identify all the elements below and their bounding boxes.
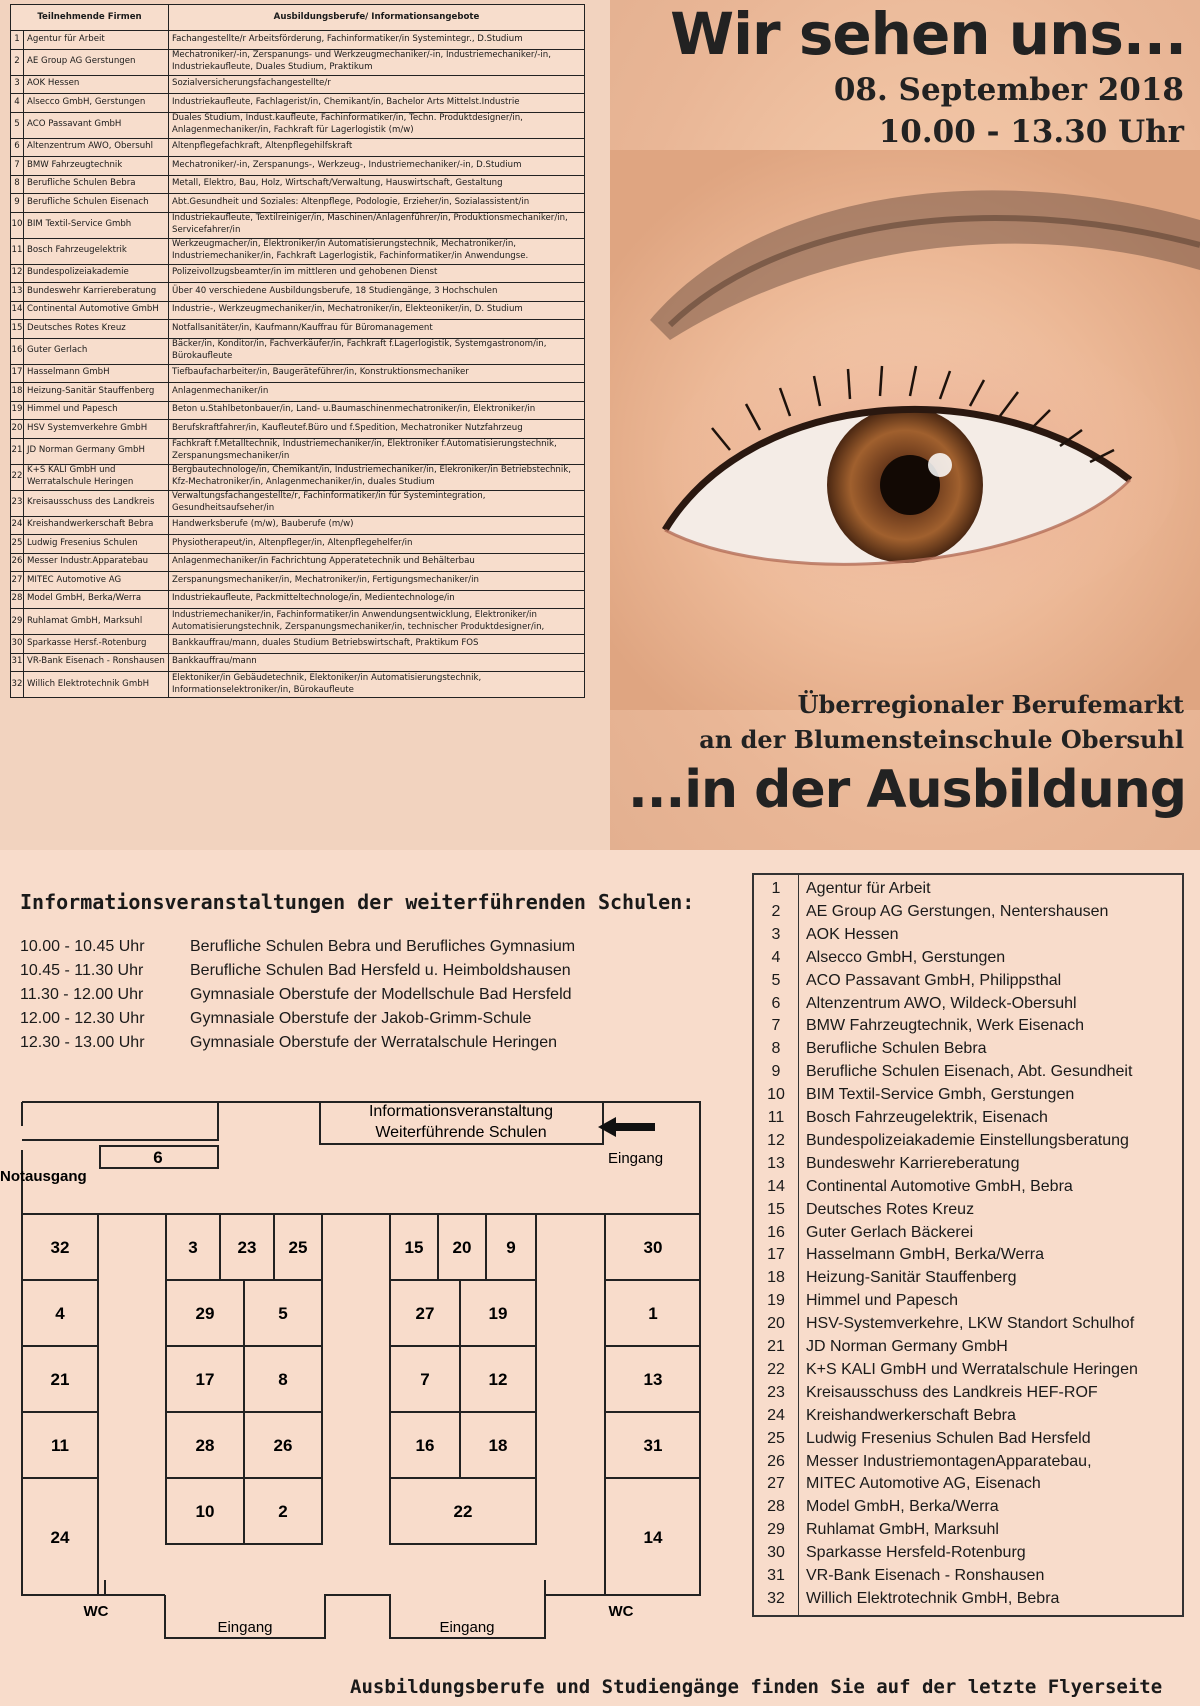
company-cell-firm: Agentur für Arbeit: [24, 31, 169, 50]
exhibitor-name: Altenzentrum AWO, Wildeck-Obersuhl: [806, 994, 1077, 1012]
exhibitor-name: JD Norman Germany GmbH: [806, 1338, 1008, 1355]
info-event-school: Berufliche Schulen Bebra und Berufliches Gymnasium: [190, 938, 576, 955]
company-cell-info: Industriekaufleute, Fachlagerist/in, Chemikant/in, Bachelor Arts Mittelst.Industrie: [169, 94, 585, 113]
exhibitor-row: [754, 1427, 1182, 1450]
info-box-line1: Informationsveranstaltung: [368, 1103, 554, 1120]
exhibitor-row: [754, 1266, 1182, 1289]
exhibitor-name: AE Group AG Gerstungen, Nentershausen: [806, 902, 1109, 920]
info-event-school: Gymnasiale Oberstufe der Werratalschule Heringen: [190, 1034, 557, 1051]
company-cell-firm: Altenzentrum AWO, Obersuhl: [24, 138, 169, 157]
company-row: [11, 112, 585, 138]
exhibitor-number: 28: [767, 1498, 785, 1516]
eye-image: [610, 150, 1200, 710]
company-cell-info: Metall, Elektro, Bau, Holz, Wirtschaft/Verwaltung, Hauswirtschaft, Gestaltung: [169, 175, 585, 194]
company-cell-info: Notfallsanitäter/in, Kaufmann/Kauffrau für Büromanagement: [169, 320, 585, 339]
company-cell-info: Verwaltungsfachangestellte/r, Fachinformatiker/in für Systemintegration, Gesundheitsaufseher/in: [169, 490, 585, 516]
company-cell-n: 17: [11, 364, 24, 383]
company-cell-firm: Deutsches Rotes Kreuz: [24, 320, 169, 339]
company-cell-n: 29: [11, 609, 24, 635]
company-cell-info: Bergbautechnologe/in, Chemikant/in, Industriemechaniker/in, Elekroniker/in Betriebstechnik, Kfz-Mechatroniker/in, Anlagenmechaniker/in, duales Studium: [169, 464, 585, 490]
exhibitor-number: 24: [767, 1406, 785, 1424]
booth-label: 23: [237, 1238, 257, 1257]
exhibitor-number: 19: [767, 1292, 785, 1310]
booth-label: 16: [415, 1436, 435, 1455]
info-event-school: Gymnasiale Oberstufe der Jakob-Grimm-Schule: [190, 1010, 532, 1027]
company-table-header: [11, 5, 585, 31]
company-cell-info: Mechatroniker/-in, Zerspanungs-, Werkzeug-, Industriemechaniker/-in, D.Studium: [169, 157, 585, 176]
company-cell-firm: MITEC Automotive AG: [24, 572, 169, 591]
booth-label: 19: [488, 1304, 508, 1323]
exhibitor-number: 11: [767, 1109, 785, 1126]
company-row: [11, 31, 585, 50]
company-cell-info: Fachangestellte/r Arbeitsförderung, Fachinformatiker/in Systemintegr., D.Studium: [169, 31, 585, 50]
exhibitor-number: 13: [767, 1154, 785, 1172]
company-table-body: [11, 31, 585, 698]
company-cell-n: 25: [11, 535, 24, 554]
company-cell-info: Mechatroniker/-in, Zerspanungs- und Werkzeugmechaniker/-in, Industriemechaniker/-in, Industriekaufleute, Duales Studium, Praktikum: [169, 49, 585, 75]
exhibitor-name: Ruhlamat GmbH, Marksuhl: [806, 1521, 999, 1539]
booth-label: 10: [195, 1502, 215, 1521]
exhibitor-number: 17: [767, 1246, 785, 1264]
company-cell-n: 30: [11, 635, 24, 654]
exhibitor-row: [754, 1289, 1182, 1312]
booth-label: 25: [288, 1238, 308, 1257]
company-row: [11, 49, 585, 75]
event-time: 10.00 - 13.30 Uhr: [878, 114, 1184, 150]
exhibitor-name: K+S KALI GmbH und Werratalschule Heringen: [806, 1360, 1138, 1378]
booth-label: 29: [195, 1304, 215, 1323]
company-row: [11, 438, 585, 464]
exhibitor-list: [752, 873, 1184, 1617]
exhibitor-number: 5: [771, 971, 781, 989]
exhibitor-name: Berufliche Schulen Bebra: [806, 1040, 987, 1058]
company-cell-n: 9: [11, 194, 24, 213]
company-row: [11, 320, 585, 339]
exhibitor-name: BMW Fahrzeugtechnik, Werk Eisenach: [806, 1017, 1085, 1035]
booth-label: 28: [195, 1436, 215, 1455]
company-cell-info: Anlagenmechaniker/in Fachrichtung Apperatetechnik und Behälterbau: [169, 553, 585, 572]
exhibitor-number: 4: [771, 948, 781, 966]
exhibitor-name: Hasselmann GmbH, Berka/Werra: [806, 1246, 1044, 1264]
exhibitor-name: Model GmbH, Berka/Werra: [806, 1498, 999, 1516]
company-cell-firm: Ruhlamat GmbH, Marksuhl: [24, 609, 169, 635]
company-cell-firm: Kreisausschuss des Landkreis: [24, 490, 169, 516]
hero-subtitle-2: an der Blumensteinschule Obersuhl: [699, 725, 1184, 754]
company-cell-n: 16: [11, 338, 24, 364]
exhibitor-row: [754, 1106, 1182, 1129]
company-row: [11, 383, 585, 402]
info-event-time: 12.30 - 13.00 Uhr: [20, 1034, 145, 1051]
company-cell-info: Sozialversicherungsfachangestellte/r: [169, 75, 585, 94]
company-cell-firm: JD Norman Germany GmbH: [24, 438, 169, 464]
exhibitor-name: Sparkasse Hersfeld-Rotenburg: [806, 1544, 1026, 1562]
company-cell-info: Elektoniker/in Gebäudetechnik, Elektoniker/in Automatisierungstechnik, Informationselektroniker/in, Bürokaufleute: [169, 672, 585, 698]
company-cell-info: Bankkauffrau/mann: [169, 653, 585, 672]
booth-label: 12: [488, 1370, 508, 1389]
company-cell-info: Tiefbaufacharbeiter/in, Baugeräteführer/in, Konstruktionsmechaniker: [169, 364, 585, 383]
exhibitor-row: [754, 923, 1182, 946]
hero-subtitle-1: Überregionaler Berufemarkt: [797, 690, 1184, 719]
booth-label: 17: [195, 1370, 215, 1389]
company-cell-info: Altenpflegefachkraft, Altenpflegehilfskraft: [169, 138, 585, 157]
hero-title: Wir sehen uns...: [670, 0, 1186, 68]
company-cell-n: 6: [11, 138, 24, 157]
company-cell-firm: Willich Elektrotechnik GmbH: [24, 672, 169, 698]
exhibitor-row: [754, 1541, 1182, 1564]
info-events-title: Informationsveranstaltungen der weiterführenden Schulen:: [20, 890, 695, 914]
exhibitor-number: 29: [767, 1521, 785, 1539]
exhibitor-number: 8: [771, 1040, 781, 1058]
company-row: [11, 590, 585, 609]
booth-label: 21: [50, 1370, 70, 1389]
exhibitor-number: 10: [767, 1086, 785, 1104]
booth-label: 7: [420, 1370, 430, 1389]
company-cell-firm: AOK Hessen: [24, 75, 169, 94]
company-cell-n: 4: [11, 94, 24, 113]
company-cell-firm: BIM Textil-Service Gmbh: [24, 212, 169, 238]
booth-label: 22: [453, 1502, 473, 1521]
company-cell-info: Berufskraftfahrer/in, Kaufleutef.Büro und f.Spedition, Mechatroniker Nutzfahrzeug: [169, 420, 585, 439]
company-row: [11, 212, 585, 238]
exhibitor-name: Willich Elektrotechnik GmbH, Bebra: [806, 1589, 1060, 1607]
company-cell-firm: Bundeswehr Karriereberatung: [24, 283, 169, 302]
company-cell-firm: Guter Gerlach: [24, 338, 169, 364]
company-row: [11, 75, 585, 94]
company-row: [11, 672, 585, 698]
exhibitor-number: 21: [767, 1338, 785, 1355]
exhibitor-number: 3: [771, 925, 781, 943]
booth-label: 24: [50, 1528, 70, 1547]
exhibitor-row: [754, 1037, 1182, 1060]
exhibitor-name: Guter Gerlach Bäckerei: [806, 1223, 974, 1241]
company-cell-firm: Continental Automotive GmbH: [24, 301, 169, 320]
exhibitor-number: 9: [771, 1063, 781, 1081]
company-cell-info: Anlagenmechaniker/in: [169, 383, 585, 402]
company-cell-firm: HSV Systemverkehre GmbH: [24, 420, 169, 439]
company-cell-n: 28: [11, 590, 24, 609]
exhibitor-name: HSV-Systemverkehre, LKW Standort Schulhof: [806, 1315, 1135, 1333]
company-cell-info: Abt.Gesundheit und Soziales: Altenpflege, Podologie, Erzieher/in, Sozialassistent/in: [169, 194, 585, 213]
company-row: [11, 535, 585, 554]
info-event-row: [20, 986, 572, 1004]
company-row: [11, 572, 585, 591]
company-row: [11, 653, 585, 672]
company-cell-firm: Hasselmann GmbH: [24, 364, 169, 383]
exhibitor-name: Deutsches Rotes Kreuz: [806, 1200, 975, 1218]
company-cell-info: Polizeivollzugsbeamter/in im mittleren und gehobenen Dienst: [169, 264, 585, 283]
company-cell-firm: Kreishandwerkerschaft Bebra: [24, 516, 169, 535]
exhibitor-row: [754, 1450, 1182, 1473]
floor-plan: [0, 1090, 730, 1650]
exhibitor-row: [754, 1564, 1182, 1587]
emergency-exit-label: Notausgang: [0, 1168, 87, 1185]
exhibitor-name: Heizung-Sanitär Stauffenberg: [806, 1269, 1017, 1287]
company-row: [11, 157, 585, 176]
booth-label: 4: [55, 1304, 65, 1323]
booth-6: 6: [153, 1148, 163, 1167]
info-event-row: [20, 1034, 557, 1052]
exhibitor-name: Kreisausschuss des Landkreis HEF-ROF: [806, 1383, 1098, 1401]
company-cell-firm: Sparkasse Hersf.-Rotenburg: [24, 635, 169, 654]
exhibitor-name: VR-Bank Eisenach - Ronshausen: [806, 1567, 1045, 1584]
company-cell-n: 13: [11, 283, 24, 302]
booth-label: 20: [452, 1238, 472, 1257]
company-cell-firm: K+S KALI GmbH und Werratalschule Heringen: [24, 464, 169, 490]
exhibitor-number: 16: [767, 1223, 785, 1241]
company-cell-info: Über 40 verschiedene Ausbildungsberufe, 18 Studiengänge, 3 Hochschulen: [169, 283, 585, 302]
hero-panel: [610, 0, 1200, 850]
wc-label-left: WC: [83, 1603, 109, 1620]
exhibitor-name: ACO Passavant GmbH, Philippsthal: [806, 971, 1062, 989]
exhibitor-name: Bosch Fahrzeugelektrik, Eisenach: [806, 1109, 1048, 1126]
exhibitor-number: 31: [767, 1567, 785, 1584]
exhibitor-number: 32: [767, 1589, 785, 1607]
info-event-row: [20, 962, 571, 980]
company-row: [11, 401, 585, 420]
company-cell-n: 15: [11, 320, 24, 339]
info-event-school: Gymnasiale Oberstufe der Modellschule Bad Hersfeld: [190, 986, 572, 1003]
entrance-label-bottom-left: Eingang: [217, 1619, 273, 1636]
exhibitor-name: Himmel und Papesch: [806, 1292, 959, 1310]
company-cell-n: 3: [11, 75, 24, 94]
company-cell-n: 8: [11, 175, 24, 194]
company-cell-n: 21: [11, 438, 24, 464]
exhibitor-name: MITEC Automotive AG, Eisenach: [806, 1475, 1041, 1493]
exhibitor-row: [754, 1358, 1182, 1381]
company-row: [11, 609, 585, 635]
exhibitor-row: [754, 946, 1182, 969]
company-cell-info: Handwerksberufe (m/w), Bauberufe (m/w): [169, 516, 585, 535]
hero-subtitle-3: ...in der Ausbildung: [627, 760, 1186, 820]
exhibitor-row: [754, 1587, 1182, 1610]
company-row: [11, 464, 585, 490]
company-row: [11, 490, 585, 516]
company-cell-info: Fachkraft f.Metalltechnik, Industriemechaniker/in, Elektroniker f.Automatisierungstechnik, Zerspanungsmechaniker/in: [169, 438, 585, 464]
exhibitor-name: Kreishandwerkerschaft Bebra: [806, 1406, 1016, 1424]
exhibitor-row: [754, 1129, 1182, 1152]
company-cell-n: 7: [11, 157, 24, 176]
exhibitor-row: [754, 1152, 1182, 1175]
booth-label: 30: [643, 1238, 663, 1257]
company-table: [10, 4, 585, 698]
company-cell-firm: Model GmbH, Berka/Werra: [24, 590, 169, 609]
exhibitor-name: Messer IndustriemontagenApparatebau,: [806, 1452, 1092, 1470]
company-cell-n: 1: [11, 31, 24, 50]
exhibitor-row: [754, 877, 1182, 900]
exhibitor-name: Bundeswehr Karriereberatung: [806, 1154, 1020, 1172]
company-cell-firm: Bosch Fahrzeugelektrik: [24, 238, 169, 264]
exhibitor-name: Agentur für Arbeit: [806, 880, 931, 897]
booth-label: 31: [643, 1436, 663, 1455]
exhibitor-number: 1: [771, 880, 781, 897]
booth-label: 27: [415, 1304, 435, 1323]
company-row: [11, 283, 585, 302]
exhibitor-name: Berufliche Schulen Eisenach, Abt. Gesundheit: [806, 1063, 1133, 1081]
booth-label: 5: [278, 1304, 288, 1323]
entrance-label: Eingang: [608, 1150, 664, 1167]
exhibitor-row: [754, 1083, 1182, 1106]
company-row: [11, 338, 585, 364]
company-cell-info: Bankkauffrau/mann, duales Studium Betriebswirtschaft, Praktikum FOS: [169, 635, 585, 654]
company-row: [11, 138, 585, 157]
company-cell-firm: BMW Fahrzeugtechnik: [24, 157, 169, 176]
exhibitor-row: [754, 1312, 1182, 1335]
company-cell-firm: Berufliche Schulen Eisenach: [24, 194, 169, 213]
exhibitor-row: [754, 1495, 1182, 1518]
company-row: [11, 516, 585, 535]
company-cell-n: 31: [11, 653, 24, 672]
company-cell-n: 18: [11, 383, 24, 402]
company-cell-info: Industriekaufleute, Textilreiniger/in, Maschinen/Anlagenführer/in, Produktionsmechaniker/in, Servicefahrer/in: [169, 212, 585, 238]
company-cell-firm: ACO Passavant GmbH: [24, 112, 169, 138]
company-cell-n: 32: [11, 672, 24, 698]
company-cell-firm: AE Group AG Gerstungen: [24, 49, 169, 75]
booth-label: 15: [404, 1238, 424, 1257]
company-cell-n: 10: [11, 212, 24, 238]
exhibitor-number: 7: [771, 1017, 781, 1035]
exhibitor-name: Continental Automotive GmbH, Bebra: [806, 1177, 1073, 1195]
exhibitor-row: [754, 969, 1182, 992]
company-row: [11, 238, 585, 264]
exhibitor-number: 15: [767, 1200, 785, 1218]
booth-label: 14: [643, 1528, 663, 1547]
exhibitor-name: Ludwig Fresenius Schulen Bad Hersfeld: [806, 1429, 1091, 1447]
company-cell-n: 27: [11, 572, 24, 591]
exhibitor-row: [754, 992, 1182, 1015]
exhibitor-name: BIM Textil-Service Gmbh, Gerstungen: [806, 1086, 1075, 1104]
info-event-row: [20, 938, 575, 956]
company-cell-firm: Ludwig Fresenius Schulen: [24, 535, 169, 554]
company-cell-info: Industrie-, Werkzeugmechaniker/in, Mechatroniker/in, Elekteoniker/in, D. Studium: [169, 301, 585, 320]
exhibitor-row: [754, 1060, 1182, 1083]
exhibitor-row: [754, 1518, 1182, 1541]
exhibitor-number: 14: [767, 1177, 785, 1195]
company-cell-n: 5: [11, 112, 24, 138]
company-cell-firm: Heizung-Sanitär Stauffenberg: [24, 383, 169, 402]
exhibitor-number: 22: [767, 1360, 785, 1378]
company-cell-n: 11: [11, 238, 24, 264]
company-cell-n: 24: [11, 516, 24, 535]
exhibitor-row: [754, 1175, 1182, 1198]
info-event-time: 10.00 - 10.45 Uhr: [20, 938, 145, 955]
exhibitor-number: 26: [767, 1452, 785, 1470]
exhibitor-number: 12: [767, 1131, 785, 1149]
company-cell-n: 19: [11, 401, 24, 420]
company-cell-n: 20: [11, 420, 24, 439]
info-event-time: 12.00 - 12.30 Uhr: [20, 1010, 145, 1027]
booth-label: 18: [488, 1436, 508, 1455]
company-cell-info: Beton u.Stahlbetonbauer/in, Land- u.Baumaschinenmechatroniker/in, Elektroniker/in: [169, 401, 585, 420]
company-cell-firm: VR-Bank Eisenach - Ronshausen: [24, 653, 169, 672]
company-cell-n: 23: [11, 490, 24, 516]
company-cell-info: Werkzeugmacher/in, Elektroniker/in Automatisierungstechnik, Mechatroniker/in, Industriemechaniker/in, Fachkraft Lagerlogistik, Fachinformatiker/in Anwendungse.: [169, 238, 585, 264]
company-cell-n: 14: [11, 301, 24, 320]
booth-label: 13: [643, 1370, 663, 1389]
exhibitor-name: AOK Hessen: [806, 925, 899, 943]
exhibitor-number: 18: [767, 1269, 785, 1287]
header-firm: Teilnehmende Firmen: [11, 5, 169, 31]
company-cell-info: Industriekaufleute, Packmitteltechnologe/in, Medientechnologe/in: [169, 590, 585, 609]
booth-label: 32: [50, 1238, 70, 1257]
exhibitor-number: 27: [767, 1475, 785, 1493]
company-row: [11, 264, 585, 283]
exhibitor-row: [754, 1014, 1182, 1037]
company-cell-n: 12: [11, 264, 24, 283]
wc-label-right: WC: [608, 1603, 634, 1620]
company-cell-info: Duales Studium, Indust.kaufleute, Fachinformatiker/in, Techn. Produktdesigner/in, Anlagenmechaniker/in, Fachkraft für Lagerlogistik (m/w): [169, 112, 585, 138]
info-box-line2: Weiterführende Schulen: [375, 1124, 547, 1141]
company-row: [11, 94, 585, 113]
company-cell-info: Zerspanungsmechaniker/in, Mechatroniker/in, Fertigungsmechaniker/in: [169, 572, 585, 591]
company-row: [11, 194, 585, 213]
exhibitor-number: 30: [767, 1544, 785, 1562]
exhibitor-name: Alsecco GmbH, Gerstungen: [806, 948, 1006, 966]
exhibitor-number: 23: [767, 1383, 785, 1401]
entrance-label-bottom-right: Eingang: [439, 1619, 495, 1636]
company-row: [11, 175, 585, 194]
exhibitor-name: Bundespolizeiakademie Einstellungsberatung: [806, 1131, 1129, 1149]
exhibitor-number: 25: [767, 1429, 785, 1447]
exhibitor-row: [754, 1198, 1182, 1221]
company-row: [11, 301, 585, 320]
company-cell-firm: Messer Industr.Apparatebau: [24, 553, 169, 572]
booth-label: 3: [188, 1238, 198, 1257]
company-cell-firm: Himmel und Papesch: [24, 401, 169, 420]
arrow-left-icon: [598, 1117, 655, 1137]
exhibitor-number: 20: [767, 1315, 785, 1333]
booth-label: 26: [273, 1436, 293, 1455]
footer-note: Ausbildungsberufe und Studiengänge finden Sie auf der letzte Flyerseite: [350, 1676, 1163, 1698]
header-info: Ausbildungsberufe/ Informationsangebote: [169, 5, 585, 31]
booth-label: 8: [278, 1370, 288, 1389]
company-cell-firm: Alsecco GmbH, Gerstungen: [24, 94, 169, 113]
info-event-time: 11.30 - 12.00 Uhr: [20, 986, 144, 1003]
company-cell-info: Bäcker/in, Konditor/in, Fachverkäufer/in, Fachkraft f.Lagerlogistik, Systemgastronom/in, Bürokaufleute: [169, 338, 585, 364]
company-cell-info: Industriemechaniker/in, Fachinformatiker/in Anwendungsentwicklung, Elektroniker/in Automatisierungstechnik, Zerspanungsmechaniker/in, technischer Produktdesigner/in,: [169, 609, 585, 635]
company-row: [11, 420, 585, 439]
info-event-school: Berufliche Schulen Bad Hersfeld u. Heimboldshausen: [190, 962, 571, 979]
exhibitor-row: [754, 1335, 1182, 1358]
company-row: [11, 635, 585, 654]
company-cell-info: Physiotherapeut/in, Altenpfleger/in, Altenpflegehelfer/in: [169, 535, 585, 554]
exhibitor-row: [754, 1472, 1182, 1495]
booth-label: 1: [648, 1304, 658, 1323]
booth-label: 2: [278, 1502, 288, 1521]
exhibitor-row: [754, 1404, 1182, 1427]
company-cell-n: 2: [11, 49, 24, 75]
company-cell-firm: Bundespolizeiakademie: [24, 264, 169, 283]
exhibitor-row: [754, 1381, 1182, 1404]
info-event-row: [20, 1010, 531, 1028]
exhibitor-row: [754, 1221, 1182, 1244]
company-cell-firm: Berufliche Schulen Bebra: [24, 175, 169, 194]
event-date: 08. September 2018: [833, 72, 1184, 108]
exhibitor-row: [754, 1243, 1182, 1266]
company-cell-n: 22: [11, 464, 24, 490]
company-row: [11, 364, 585, 383]
booth-label: 9: [506, 1238, 516, 1257]
company-row: [11, 553, 585, 572]
company-cell-n: 26: [11, 553, 24, 572]
exhibitor-row: [754, 900, 1182, 923]
exhibitor-number: 6: [771, 994, 781, 1012]
info-event-time: 10.45 - 11.30 Uhr: [20, 962, 144, 979]
booth-label: 11: [51, 1436, 69, 1455]
exhibitor-number: 2: [771, 902, 781, 920]
